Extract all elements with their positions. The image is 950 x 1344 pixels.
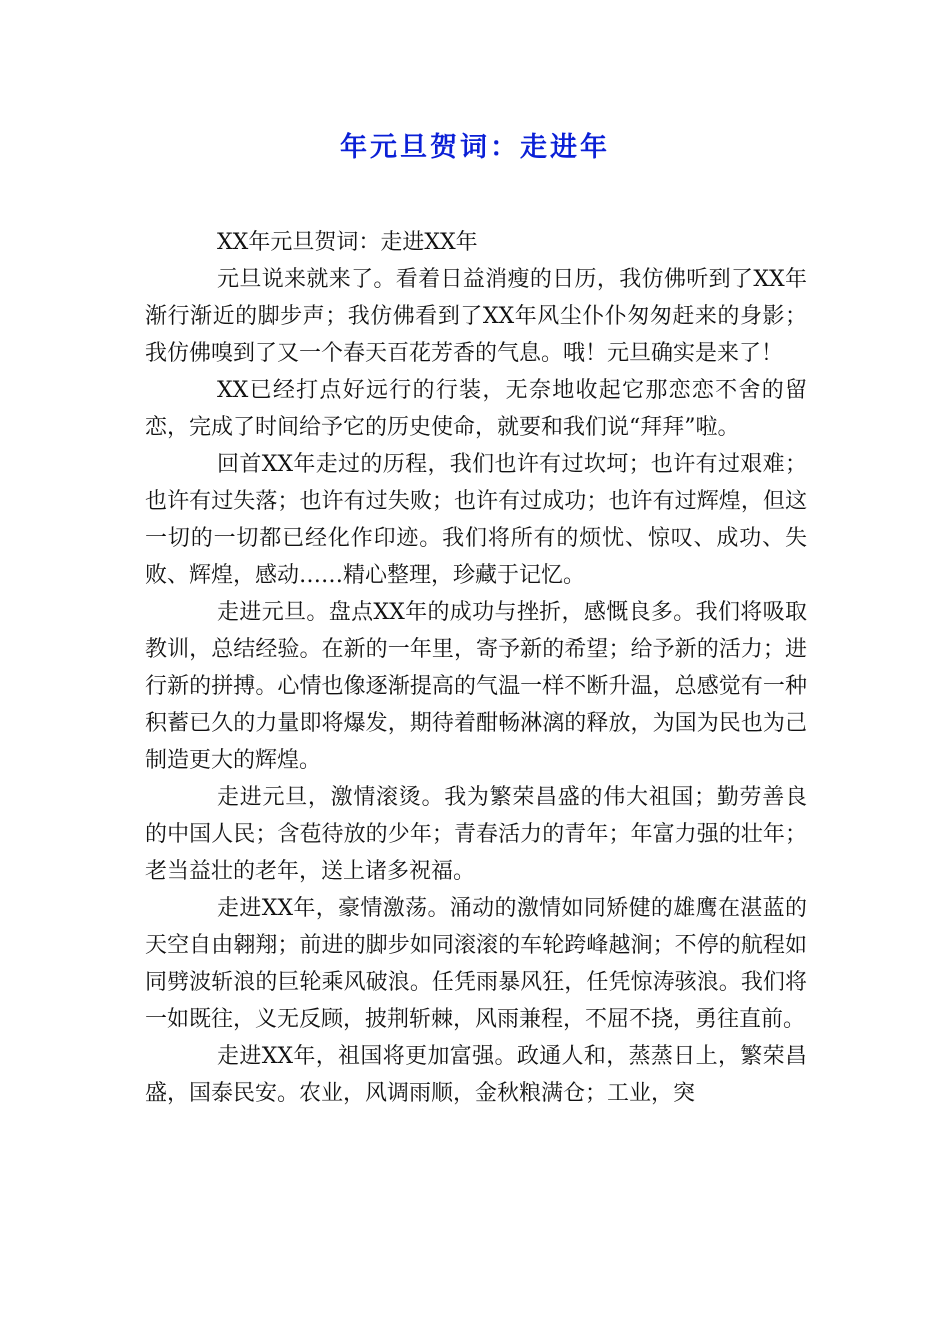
body-paragraph-8: 走进XX年，祖国将更加富强。政通人和，蒸蒸日上，繁荣昌盛，国泰民安。农业，风调雨顺，金秋粮满仓；工业，突 <box>145 1044 807 1106</box>
body-paragraph-3: XX已经打点好远行的行装，无奈地收起它那恋恋不舍的留恋，完成了时间给予它的历史使命，就要和我们说“拜拜”啦。 <box>145 378 807 440</box>
document-title: 年元旦贺词：走进年 <box>340 132 610 163</box>
body-paragraph-2: 元旦说来就来了。看着日益消瘦的日历，我仿佛听到了XX年渐行渐近的脚步声；我仿佛看到了XX年风尘仆仆匆匆赶来的身影；我仿佛嗅到了又一个春天百花芳香的气息。哦！元旦确实是来了！ <box>145 267 807 366</box>
body-paragraph-1: XX年元旦贺词：走进XX年 <box>217 230 478 255</box>
body-paragraph-5: 走进元旦。盘点XX年的成功与挫折，感慨良多。我们将吸取教训，总结经验。在新的一年里，寄予新的希望；给予新的活力；进行新的拼搏。心情也像逐渐提高的气温一样不断升温，总感觉有一种积蓄已久的力量即将爆发，期待着酣畅淋漓的释放，为国为民也为己制造更大的辉煌。 <box>145 600 807 773</box>
body-paragraph-7: 走进XX年，豪情激荡。涌动的激情如同矫健的雄鹰在湛蓝的天空自由翱翔；前进的脚步如同滚滚的车轮跨峰越涧；不停的航程如同劈波斩浪的巨轮乘风破浪。任凭雨暴风狂，任凭惊涛骇浪。我们将一如既往，义无反顾，披荆斩棘，风雨兼程，不屈不挠，勇往直前。 <box>145 896 807 1032</box>
body-paragraph-6: 走进元旦，激情滚烫。我为繁荣昌盛的伟大祖国；勤劳善良的中国人民；含苞待放的少年；青春活力的青年；年富力强的壮年；老当益壮的老年，送上诸多祝福。 <box>145 785 807 884</box>
document-body <box>145 224 807 1112</box>
body-paragraph-4: 回首XX年走过的历程，我们也许有过坎坷；也许有过艰难；也许有过失落；也许有过失败；也许有过成功；也许有过辉煌，但这一切的一切都已经化作印迹。我们将所有的烦忧、惊叹、成功、失败、辉煌，感动……精心整理，珍藏于记忆。 <box>145 452 807 588</box>
